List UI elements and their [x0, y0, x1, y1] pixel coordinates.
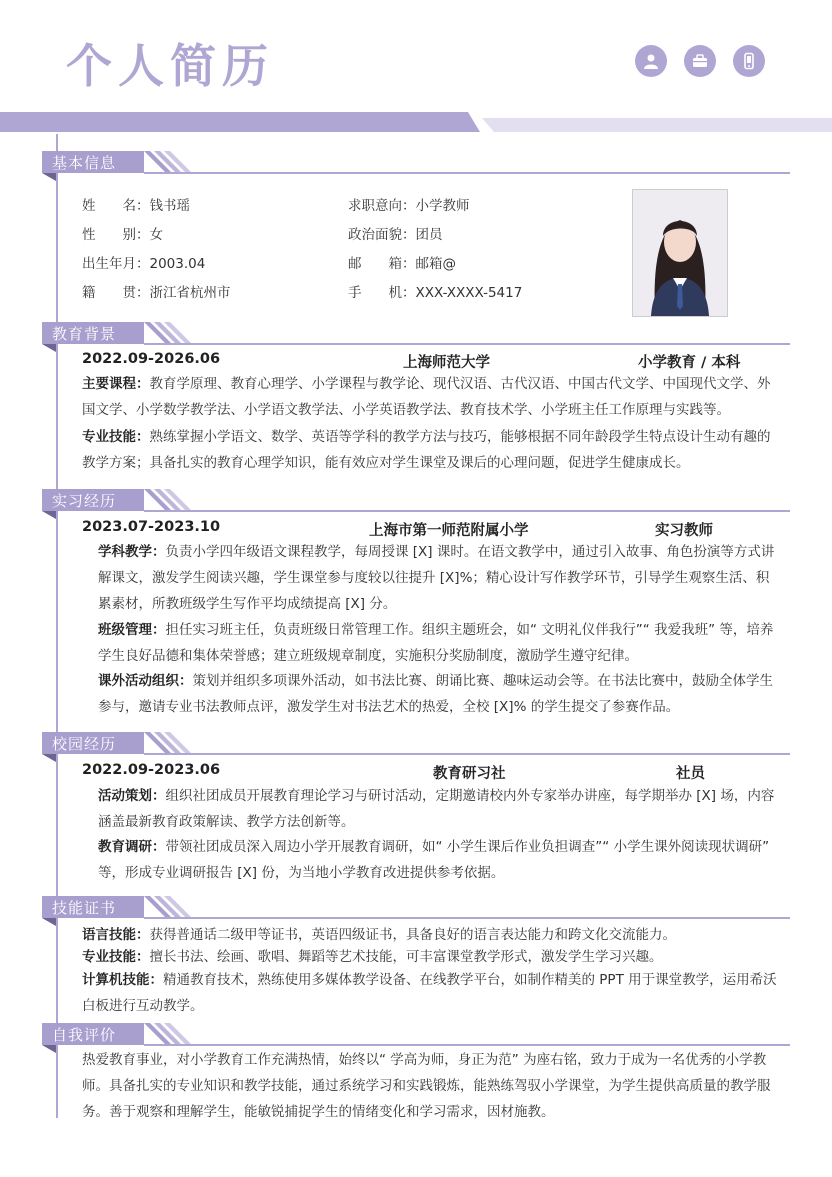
- section-rule: [144, 753, 790, 755]
- section-header-self: [42, 1023, 790, 1047]
- intern-date: 2023.07-2023.10: [82, 519, 221, 535]
- briefcase-icon[interactable]: [684, 45, 716, 77]
- section-fold: [42, 754, 56, 762]
- campus-date: 2022.09-2023.06: [82, 762, 221, 778]
- intern-item: 课外活动组织：策划并组织多项课外活动，如书法比赛、朗诵比赛、趣味运动会等。在书法比赛中，鼓励全体学生参与，邀请专业书法教师点评，激发学生对书法艺术的热爱，全校 [X]% 的学生提交了参赛作品。: [98, 673, 773, 715]
- info-email: 邮 箱：邮箱@: [348, 256, 456, 272]
- profile-photo: [632, 189, 728, 317]
- edu-major: 小学教育 / 本科: [638, 355, 741, 371]
- section-title: 校园经历: [42, 732, 144, 754]
- info-name: 姓 名：钱书瑶: [82, 198, 190, 214]
- section-title: 教育背景: [42, 322, 144, 344]
- phone-icon[interactable]: [733, 45, 765, 77]
- person-icon[interactable]: [635, 45, 667, 77]
- edu-date: 2022.09-2026.06: [82, 351, 221, 367]
- info-political: 政治面貌：团员: [348, 227, 443, 243]
- section-title: 自我评价: [42, 1023, 144, 1045]
- section-rule: [144, 917, 790, 919]
- timeline-line: [56, 134, 58, 1118]
- section-fold: [42, 344, 56, 352]
- skill-language: 语言技能：获得普通话二级甲等证书，英语四级证书，具备良好的语言表达能力和跨文化交流能力。: [82, 927, 676, 943]
- section-fold: [42, 918, 56, 926]
- section-fold: [42, 511, 56, 519]
- section-rule: [144, 172, 790, 174]
- stripes-decoration: [144, 322, 224, 344]
- section-header-campus: [42, 732, 790, 756]
- campus-role: 社员: [676, 766, 705, 782]
- info-birth: 出生年月：2003.04: [82, 256, 206, 272]
- section-fold: [42, 173, 56, 181]
- info-phone: 手 机：XXX-XXXX-5417: [348, 285, 523, 301]
- stripes-decoration: [144, 489, 224, 511]
- edu-school: 上海师范大学: [403, 355, 490, 371]
- campus-item: 教育调研：带领社团成员深入周边小学开展教育调研，如“ 小学生课后作业负担调查”“ 小学生课外阅读现状调研” 等，形成专业调研报告 [X] 份，为当地小学教育改进提供参考依据。: [98, 839, 770, 881]
- section-title: 技能证书: [42, 896, 144, 918]
- page-title: 个人简历: [66, 39, 274, 93]
- section-header-education: [42, 322, 790, 346]
- skill-professional: 专业技能：擅长书法、绘画、歌唱、舞蹈等艺术技能，可丰富课堂教学形式，激发学生学习兴趣。: [82, 949, 663, 965]
- section-header-internship: [42, 489, 790, 513]
- campus-item: 活动策划：组织社团成员开展教育理论学习与研讨活动，定期邀请校内外专家举办讲座，每学期举办 [X] 场，内容涵盖最新教育政策解读、教学方法创新等。: [98, 788, 775, 830]
- stripes-decoration: [144, 1023, 224, 1045]
- skill-computer: 计算机技能：精通教育技术，熟练使用多媒体教学设备、在线教学平台，如制作精美的 PPT 用于课堂教学，运用希沃白板进行互动教学。: [82, 972, 777, 1014]
- self-evaluation: 热爱教育事业，对小学教育工作充满热情，始终以“ 学高为师，身正为范” 为座右铭，致力于成为一名优秀的小学教师。具备扎实的专业知识和教学技能，通过系统学习和实践锻炼，能熟练驾驭小学课堂，为学生提供高质量的教学服务。善于观察和理解学生，能敏锐捕捉学生的情绪变化和学习需求，因材施教。: [82, 1052, 771, 1120]
- info-intent: 求职意向：小学教师: [348, 198, 470, 214]
- section-header-basic: [42, 151, 790, 175]
- info-gender: 性 别：女: [82, 227, 163, 243]
- section-fold: [42, 1045, 56, 1053]
- edu-courses: 主要课程：教育学原理、教育心理学、小学课程与教学论、现代汉语、古代汉语、中国古代文学、中国现代文学、外国文学、小学数学教学法、小学语文教学法、小学英语教学法、教育技术学、小学班主任工作原理与实践等。: [82, 376, 771, 418]
- section-header-skills: [42, 896, 790, 920]
- info-native: 籍 贯：浙江省杭州市: [82, 285, 231, 301]
- intern-item: 学科教学：负责小学四年级语文课程教学，每周授课 [X] 课时。在语文教学中，通过引入故事、角色扮演等方式讲解课文，激发学生阅读兴趣，学生课堂参与度较以往提升 [X]%；精心设计写作教学环节，引导学生观察生活、积累素材，所教班级学生写作平均成绩提高 [X] 分。: [98, 544, 775, 612]
- intern-role: 实习教师: [655, 523, 713, 539]
- header-band-light: [482, 118, 832, 132]
- edu-skills: 专业技能：熟练掌握小学语文、数学、英语等学科的教学方法与技巧，能够根据不同年龄段学生特点设计生动有趣的教学方案；具备扎实的教育心理学知识，能有效应对学生课堂及课后的心理问题，促进学生健康成长。: [82, 429, 771, 471]
- stripes-decoration: [144, 896, 224, 918]
- stripes-decoration: [144, 732, 224, 754]
- section-title: 实习经历: [42, 489, 144, 511]
- section-rule: [144, 1044, 790, 1046]
- intern-item: 班级管理：担任实习班主任，负责班级日常管理工作。组织主题班会，如“ 文明礼仪伴我行”“ 我爱我班” 等，培养学生良好品德和集体荣誉感；建立班级规章制度，实施积分奖励制度，激励学生遵守纪律。: [98, 622, 774, 664]
- section-rule: [144, 343, 790, 345]
- section-title: 基本信息: [42, 151, 144, 173]
- campus-org: 教育研习社: [433, 766, 506, 782]
- section-rule: [144, 510, 790, 512]
- stripes-decoration: [144, 151, 224, 173]
- header-band: [0, 112, 480, 132]
- intern-org: 上海市第一师范附属小学: [369, 523, 529, 539]
